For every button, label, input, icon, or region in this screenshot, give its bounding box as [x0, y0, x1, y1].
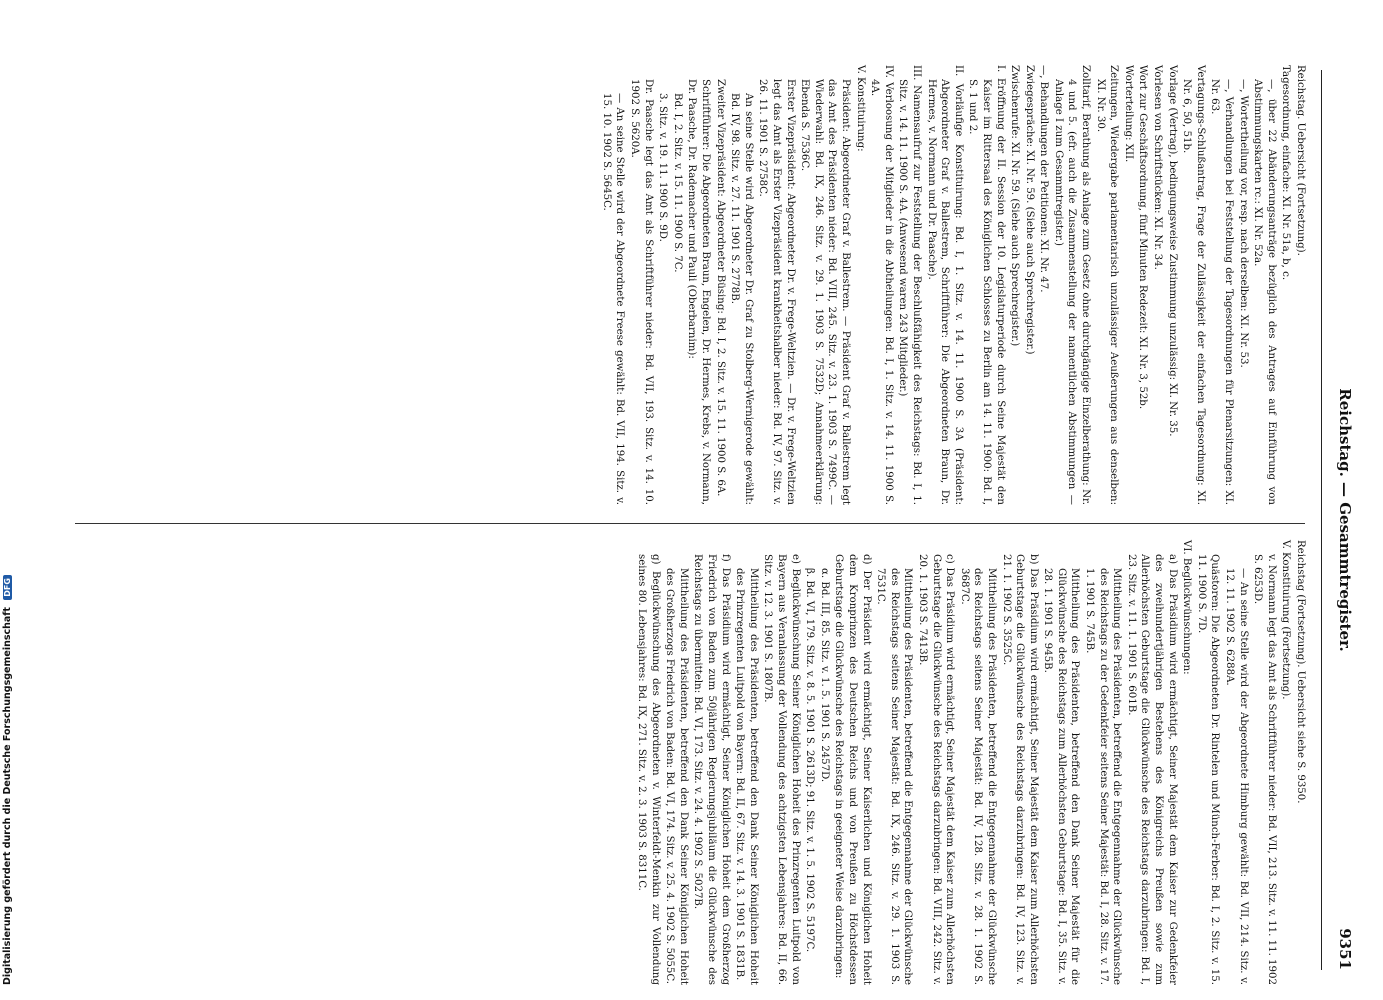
left-column [598, 65, 1307, 505]
index-entry: Reichstag (Fortsetzung). Uebersicht siehe S. 9350. [1295, 540, 1306, 804]
page-number: 9351 [1336, 928, 1354, 970]
digitization-credit [2, 575, 13, 985]
index-entry: Quästoren: Die Abgeordneten Dr. Rintelen und Münch-Ferber: Bd. I, 2. Sitz. v. 15. 11. 1900 S. 7D. [1195, 554, 1221, 985]
dfg-logo: DFG [3, 575, 12, 600]
index-entry: e) Beglückwünschung Seiner Königlichen Hoheit des Prinzregenten Luitpold von Bayern aus Veranlassung der Vollendung des achtzigsten Lebensjahres: Bd. II, 66. Sitz. v. 12. 3. 1901 S. 1807B. [762, 554, 801, 985]
index-entry: —, Wortertheilung vor, resp. nach derselben: XI. Nr. 53. [1237, 79, 1249, 368]
index-entry: a) Das Präsidium wird ermächtigt, Seiner Majestät dem Kaiser zur Gedenkfeier des zweihundertjährigen Bestehens des Königreichs Preußen sowie zum Allerhöchsten Geburtstage die Glückwünsche des Reichstags darzubringen: Bd. I, 23. Sitz. v. 11. 1. 1901 S. 601B. [1125, 554, 1178, 985]
index-entry: Dr. Paasche legt das Amt als Schriftführer nieder: Bd. VII, 193. Sitz. v. 14. 10. 1902 S. 5620A. [629, 79, 654, 505]
index-entry: Reichstag. Uebersicht (Fortsetzung). [1295, 65, 1306, 256]
index-entry: v. Normann legt das Amt als Schriftführer nieder: Bd. VII, 213. Sitz. v. 11. 11. 1902 S. 6253D. [1252, 554, 1277, 985]
index-entry: IV. Verloosung der Mitglieder in die Abtheilungen: Bd. I, 1. Sitz. v. 14. 11. 1900 S. 4A. [869, 65, 894, 505]
right-column [634, 540, 1308, 985]
index-entry: Vorlesen von Schriftstücken: XI. Nr. 34. [1152, 65, 1164, 270]
index-entry: Mittheilung des Präsidenten, betreffend den Dank Seiner Majestät für die Glückwünsche des Reichstags zum Allerhöchsten Geburtstage: Bd. I, 35. Sitz. v. 28. 1. 1901 S. 945B. [1042, 568, 1081, 985]
running-title: Reichstag. — Gesammtregister. [1336, 388, 1354, 652]
index-entry: V. Konstituirung (Fortsetzung). [1280, 540, 1292, 700]
index-entry: Worterteilung: XII. [1122, 65, 1134, 163]
index-entry: Bd. I, 2. Sitz. v. 15. 11. 1900 S. 7C. [671, 93, 683, 273]
index-entry: I. Eröffnung der II. Session der 10. Legislaturperiode durch Seine Majestät den Kaiser im Rittersaal des Königlichen Schlosses zu Berlin am 14. 11. 1900: Bd. I, S. 1 und 2. [967, 65, 1006, 505]
index-entry: Mittheilung des Präsidenten, betreffend den Dank Seiner Königlichen Hoheit des Prinzregenten Luitpold von Bayern: Bd. II, 67. Sitz. v. 14. 3. 1901 S. 1831B. [734, 568, 759, 985]
index-entry: Präsident: Abgeordneter Graf v. Ballestrem. — Präsident Graf v. Ballestrem legt das Amt des Präsidenten nieder: Bd. VIII, 245. Sitz. v. 23. 1. 1903 S. 7499C. — Wiederwahl: Bd. IX, 246. Sitz. v. 29. 1. 1903 S. 7532D; Annahmeerklärung: Ebenda S. 7536C. [799, 79, 851, 505]
index-entry: — An seine Stelle wird der Abgeordnete Himburg gewählt: Bd. VII, 214. Sitz. v. 12. 11. 1902 S. 6288A. [1224, 568, 1249, 985]
index-entry: c) Das Präsidium wird ermächtigt, Seiner Majestät dem Kaiser zum Allerhöchsten Geburtstage die Glückwünsche des Reichstags darzubringen: Bd. VIII, 242. Sitz. v. 20. 1. 1903 S. 7413B. [916, 554, 956, 985]
credit-text: Digitalisierung gefördert durch die Deutsche Forschungsgemeinschaft [2, 607, 13, 985]
page-header [1321, 70, 1358, 970]
index-entry: f) Das Präsidium wird ermächtigt, Seiner Königlichen Hoheit dem Großherzog Friedrich von Baden zum 50jährigen Regierungsjubiläum die Glückwünsche des Reichstags zu übermitteln: Bd. VI, 173. Sitz. v. 24. 4. 1902 S. 5027B. [692, 554, 731, 985]
index-entry: Vertagungs-Schlußantrag, Frage der Zulässigkeit der einfachen Tagesordnung: XI. Nr. 6, 50, 51b. [1181, 65, 1206, 505]
index-entry: Mittheilung des Präsidenten, betreffend den Dank Seiner Königlichen Hoheit des Großherzogs Friedrich von Baden: Bd. VI, 174. Sitz. v. 25. 4. 1902 S. 5055C. [664, 568, 689, 985]
index-entry: β. Bd. VI, 179. Sitz. v. 8. 5. 1901 S. 2613D; 91. Sitz. v. 1. 5. 1902 S. 5197C. [804, 568, 816, 953]
index-entry: Schriftführer: Die Abgeordneten Braun, Engelen, Dr. Hermes, Krebs, v. Normann, Dr. Paasche, Dr. Rademacher und Pauli (Oberbarnim): [686, 79, 712, 505]
index-entry: Zwiegespräche: XI. Nr. 59. (Siehe auch Sprechregister.) [1023, 65, 1035, 355]
index-entry: V. Konstituirung: [854, 65, 866, 152]
column-divider [75, 523, 1305, 524]
index-entry: g) Beglückwünschung des Abgeordneten v. Winterfeldt-Menkin zur Vollendung seines 80. Lebensjahres: Bd. IX, 271. Sitz. v. 2. 3. 1903 S. 8311C. [636, 554, 661, 985]
index-entry: III. Namensaufruf zur Feststellung der Beschlußfähigkeit des Reichstags: Bd. I, 1. Sitz. v. 14. 11. 1900 S. 4A. (Anwesend waren 243 Mitglieder.) [897, 65, 922, 505]
index-entry: —, über 22 Abänderungsanträge bezüglich des Antrages auf Einführung von Abstimmungskarten rc.: XI. Nr. 52a. [1252, 79, 1277, 505]
index-entry: — An seine Stelle wird der Abgeordnete Freese gewählt: Bd. VII, 194. Sitz. v. 15. 10. 1902 S. 5645C. [600, 93, 626, 505]
index-entry: Zwischenrufe: XI. Nr. 59. (Siehe auch Sprechregister.) [1009, 65, 1021, 347]
index-entry: —, Behandlungen der Petitionen: XI. Nr. 47. [1038, 65, 1050, 293]
index-entry: α. Bd. III, 85. Sitz. v. 1. 5. 1901 S. 2457D. [818, 568, 830, 783]
index-entry: Mittheilung des Präsidenten, betreffend die Entgegennahme der Glückwünsche des Reichstags seitens Seiner Majestät: Bd. IX, 246. Sitz. v. 29. 1. 1903 S. 7531C. [875, 568, 914, 985]
index-entry: Wort zur Geschäftsordnung, fünf Minuten Redezeit: XI. Nr. 3, 52b. [1137, 65, 1149, 410]
index-entry: Zolltarif, Berathung als Anlage zum Gesetz ohne durchgängige Einzelberathung: Nr. 4 und 5. (efr. auch die Zusammenstellung der namentlichen Abstimmungen — Anlage I zum Gesammtregister.) [1052, 65, 1092, 505]
index-entry: Mittheilung des Präsidenten, betreffend die Entgegennahme der Glückwünsche des Reichstags zu der Gedenkfeier seitens Seiner Majestät: Bd. I, 28. Sitz. v. 17. 1. 1901 S. 745B. [1084, 568, 1123, 985]
index-entry: An seine Stelle wird Abgeordneter Dr. Graf zu Stolberg-Wernigerode gewählt: Bd. IV, 98. Sitz. v. 27. 11. 1901 S. 2778B. [729, 93, 754, 505]
index-entry: 3. Sitz. v. 19. 11. 1900 S. 9D. [657, 93, 669, 242]
index-entry: Zeitungen, Wiedergabe parlamentarisch unzulässiger Aeußerungen aus denselben: XI. Nr. 30. [1094, 65, 1120, 505]
index-entry: d) Der Präsident wird ermächtigt, Seiner Kaiserlichen und Königlichen Hoheit dem Kronprinzen des Deutschen Reichs und von Preußen zu Höchstdessen Geburtstage die Glückwünsche des Reichstags in geeigneter Weise darzubringen: [833, 554, 872, 985]
index-entry: Erster Vizepräsident: Abgeordneter Dr. v. Frege-Weltzien. — Dr. v. Frege-Weltzien legt das Amt als Erster Vizepräsident krankheitshalber nieder: Bd. IV, 97. Sitz. v. 26. 11. 1901 S. 2758C. [757, 79, 796, 505]
index-entry: Tagesordnung, einfache: XI. Nr. 51a, b, c. [1280, 65, 1292, 281]
index-entry: II. Vorläufige Konstituirung: Bd. I, 1. Sitz. v. 14. 11. 1900 S. 3A (Präsident: Abgeordneter Graf v. Ballestrem, Schriftführer: Die Abgeordneten Braun, Dr. Hermes, v. Normann und Dr. Paasche). [925, 65, 964, 505]
index-entry: VI. Beglückwünschungen: [1181, 540, 1193, 675]
index-entry: —, Verhandlungen bei Feststellung der Tagesordnungen für Plenarsitzungen: XI. Nr. 63. [1209, 79, 1235, 505]
index-entry: Vorlage (Vertrag), bedingungsweise Zustimmung unzulässig: XI. Nr. 35. [1166, 65, 1178, 437]
index-entry: Mittheilung des Präsidenten, betreffend die Entgegennahme der Glückwünsche des Reichstags seitens Seiner Majestät: Bd. IV, 128. Sitz. v. 28. 1. 1902 S. 3687C. [958, 568, 997, 985]
index-entry: Zweiter Vizepräsident: Abgeordneter Büsing: Bd. I, 2. Sitz. v. 15. 11. 1900 S. 6A. [714, 79, 726, 497]
index-entry: b) Das Präsidium wird ermächtigt, Seiner Majestät dem Kaiser zum Allerhöchsten Geburtstage die Glückwünsche des Reichstags darzubringen: Bd. IV, 123. Sitz. v. 21. 1. 1902 S. 3525C. [1000, 554, 1039, 985]
